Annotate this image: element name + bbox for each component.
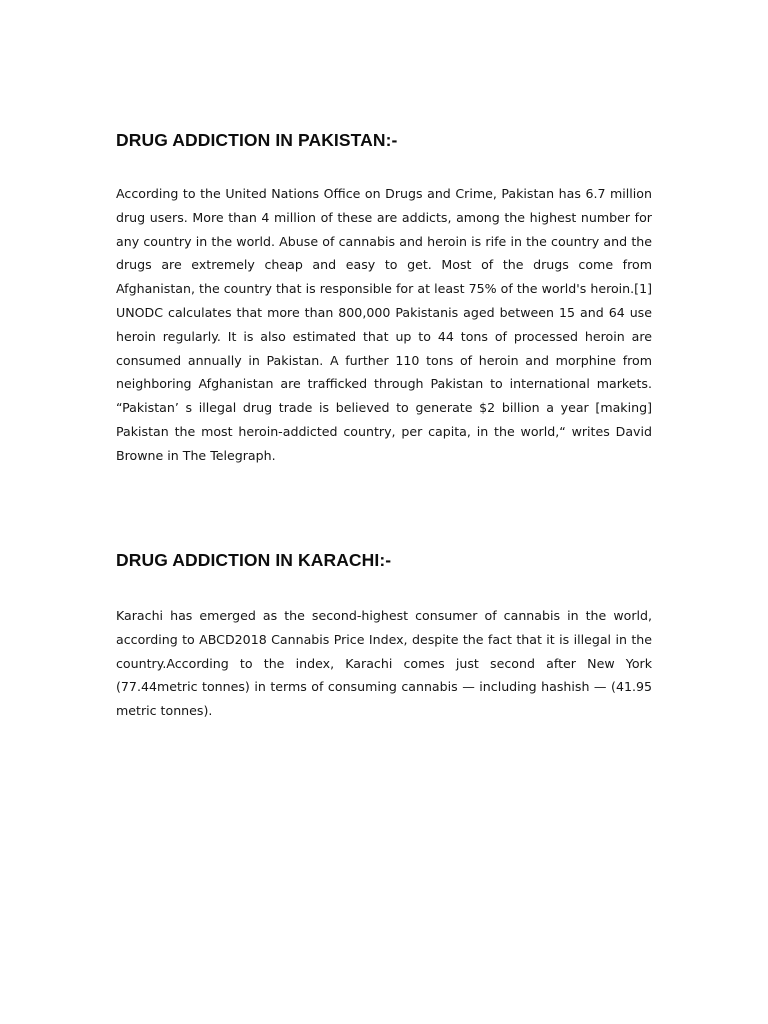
section-body-pakistan: According to the United Nations Office on Drugs and Crime, Pakistan has 6.7 million drug users. More than 4 million of these are addicts, among the highest number for any country in the world. Abuse of cannabis and heroin is rife in the country and the drugs are extremely cheap and easy to get. Most of the drugs come from Afghanistan, the country that is responsible for at least 75% of the world's heroin.[1] UNODC calculates that more than 800,000 Pakistanis aged between 15 and 64 use heroin regularly. It is also estimated that up to 44 tons of processed heroin are consumed annually in Pakistan. A further 110 tons of heroin and morphine from neighboring Afghanistan are trafficked through Pakistan to international markets. “Pakistan’ s illegal drug trade is believed to generate $2 billion a year [making] Pakistan the most heroin-addicted country, per capita, in the world,“ writes David Browne in The Telegraph. xyxy=(116,186,652,463)
section-heading-pakistan: DRUG ADDICTION IN PAKISTAN:- xyxy=(116,130,398,150)
section-heading-karachi: DRUG ADDICTION IN KARACHI:- xyxy=(116,550,392,570)
section-body-karachi: Karachi has emerged as the second-highest consumer of cannabis in the world, according to ABCD2018 Cannabis Price Index, despite the fact that it is illegal in the country.According to the index, Karachi comes just second after New York (77.44metric tonnes) in terms of consuming cannabis — including hashish — (41.95 metric tonnes). xyxy=(116,608,652,719)
